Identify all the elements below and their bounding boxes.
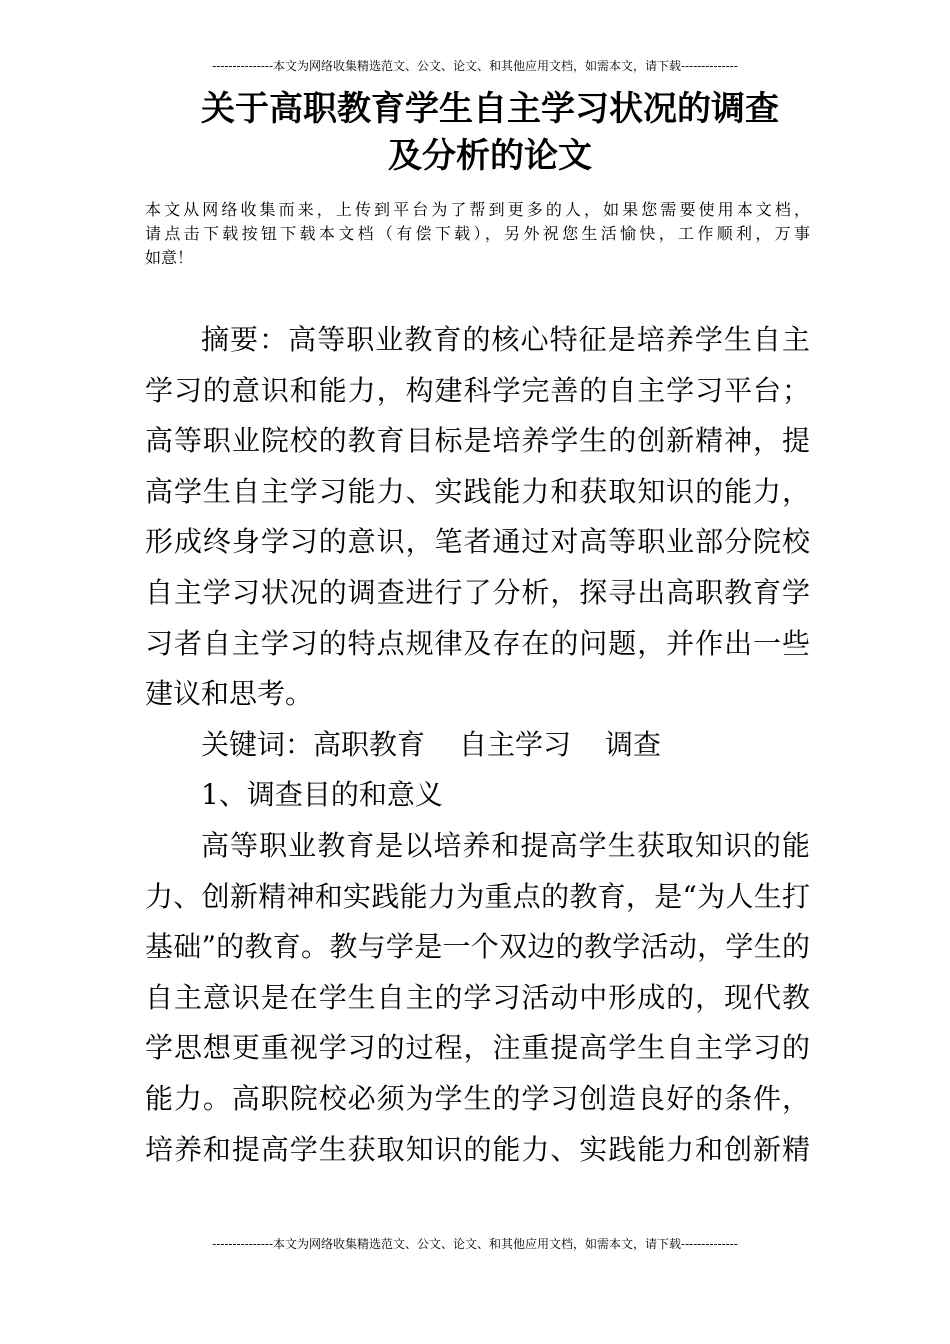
section-line: 高等职业教育是以培养和提高学生获取知识的能	[201, 828, 810, 862]
keywords-label: 关键词：	[201, 727, 314, 761]
abstract-line: 建议和思考。	[145, 677, 314, 711]
section-line: 能力。高职院校必须为学生的学习创造良好的条件，	[145, 1081, 810, 1115]
abstract-line: 形成终身学习的意识，笔者通过对高等职业部分院校	[145, 525, 810, 559]
section-line: 学思想更重视学习的过程，注重提高学生自主学习的	[145, 1031, 810, 1065]
notice-line-3: 如意！	[145, 248, 194, 267]
keywords-line	[145, 720, 810, 771]
title-line-1: 关于高职教育学生自主学习状况的调查	[201, 89, 779, 129]
keyword-item: 高职教育	[313, 727, 426, 761]
abstract-line: 高学生自主学习能力、实践能力和获取知识的能力，	[145, 474, 810, 508]
section-line: 力、创新精神和实践能力为重点的教育，是“为人生打	[145, 879, 810, 913]
title-line-2: 及分析的论文	[388, 136, 592, 176]
keyword-item: 自主学习	[459, 727, 572, 761]
document-title	[145, 86, 835, 180]
abstract-line: 习者自主学习的特点规律及存在的问题，并作出一些	[145, 626, 810, 660]
abstract-line: 学习的意识和能力，构建科学完善的自主学习平台；	[145, 373, 810, 407]
page-footer: ---------------本文为网络收集精选范文、公文、论文、和其他应用文档，如需本文，请下载--------------	[212, 1237, 738, 1251]
section-heading: 1、调查目的和意义	[201, 778, 443, 812]
section-line: 自主意识是在学生自主的学习活动中形成的，现代教	[145, 980, 810, 1014]
notice-line-1: 本文从网络收集而来，上传到平台为了帮到更多的人，如果您需要使用本文档，	[145, 200, 810, 219]
page-header: ---------------本文为网络收集精选范文、公文、论文、和其他应用文档，如需本文，请下载--------------	[212, 59, 738, 73]
keyword-item: 调查	[605, 727, 662, 761]
abstract-line: 摘要：高等职业教育的核心特征是培养学生自主	[201, 323, 810, 356]
abstract-line: 高等职业院校的教育目标是培养学生的创新精神，提	[145, 424, 810, 458]
section-line: 基础”的教育。教与学是一个双边的教学活动，学生的	[145, 930, 810, 964]
abstract-line: 自主学习状况的调查进行了分析，探寻出高职教育学	[145, 575, 810, 609]
section-paragraph	[145, 821, 810, 1175]
abstract-paragraph	[145, 315, 810, 720]
notice-line-2: 请点击下载按钮下载本文档（有偿下载），另外祝您生活愉快，工作顺利，万事	[145, 224, 810, 243]
download-notice	[145, 198, 810, 270]
document-body	[145, 315, 810, 1175]
section-line: 培养和提高学生获取知识的能力、实践能力和创新精	[145, 1132, 810, 1166]
